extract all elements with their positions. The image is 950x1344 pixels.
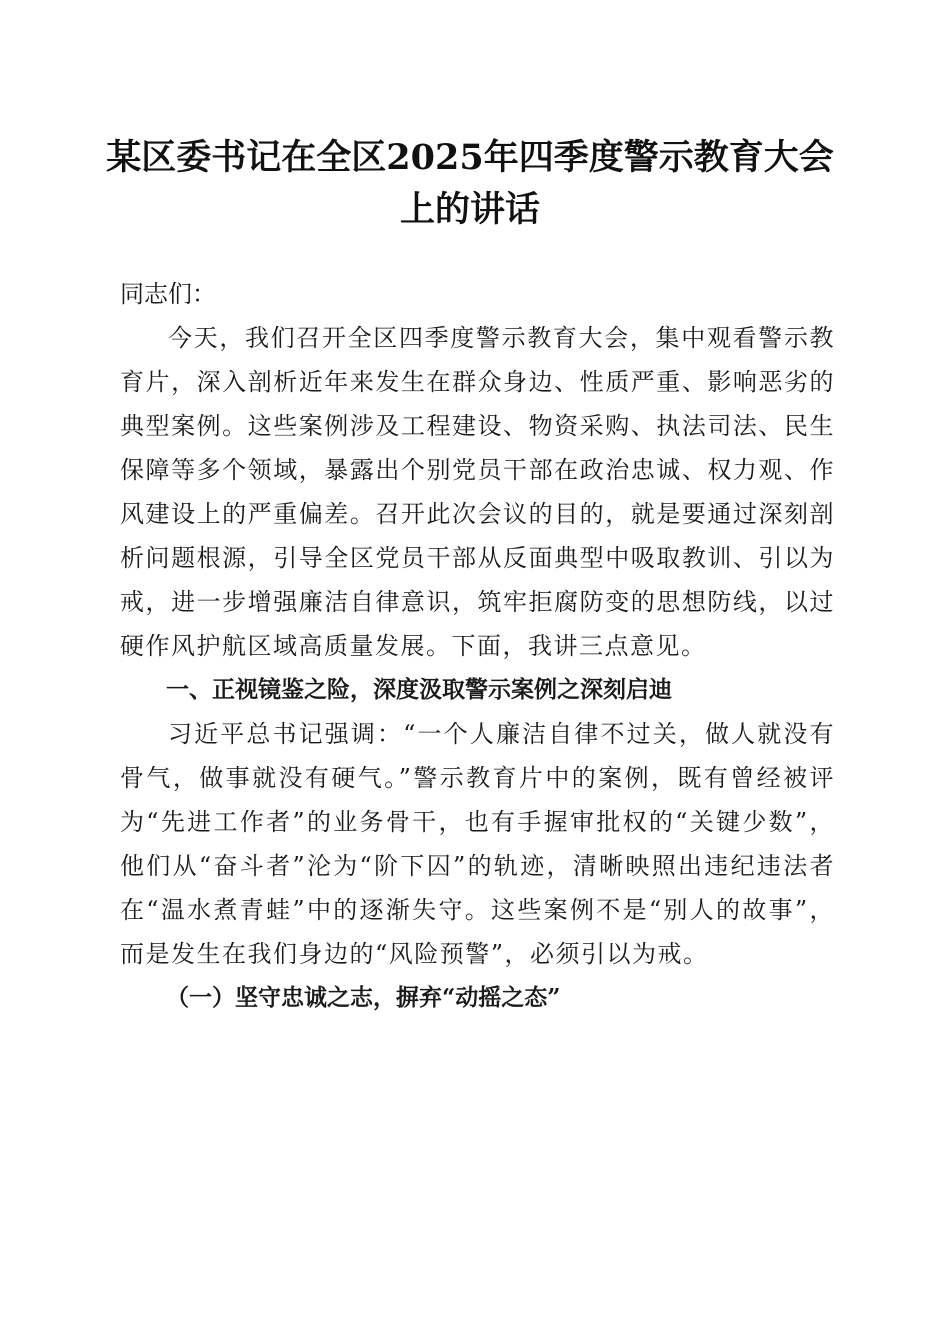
section-1-paragraph: 习近平总书记强调：“一个人廉洁自律不过关，做人就没有骨气，做事就没有硬气。”警示教育片中的案例，既有曾经被评为“先进工作者”的业务骨干，也有手握审批权的“关键少数”，他们从“奋斗者”沦为“阶下囚”的轨迹，清晰映照出违纪违法者在“温水煮青蛙”中的逐渐失守。这些案例不是“别人的故事”，而是发生在我们身边的“风险预警”，必须引以为戒。	[120, 720, 835, 968]
subsection-1-heading: （一）坚守忠诚之志，摒弃“动摇之态”	[166, 984, 561, 1011]
intro-paragraph: 今天，我们召开全区四季度警示教育大会，集中观看警示教育片，深入剖析近年来发生在群众身边、性质严重、影响恶劣的典型案例。这些案例涉及工程建设、物资采购、执法司法、民生保障等多个领域，暴露出个别党员干部在政治忠诚、权力观、作风建设上的严重偏差。召开此次会议的目的，就是要通过深刻剖析问题根源，引导全区党员干部从反面典型中吸取教训、引以为戒，进一步增强廉洁自律意识，筑牢拒腐防变的思想防线，以过硬作风护航区域高质量发展。下面，我讲三点意见。	[120, 324, 835, 660]
salutation: 同志们：	[120, 280, 216, 308]
document-body	[120, 272, 835, 1020]
document-title: 某区委书记在全区2025年四季度警示教育大会上的讲话	[106, 137, 834, 230]
section-1-heading: 一、正视镜鉴之险，深度汲取警示案例之深刻启迪	[166, 677, 672, 703]
